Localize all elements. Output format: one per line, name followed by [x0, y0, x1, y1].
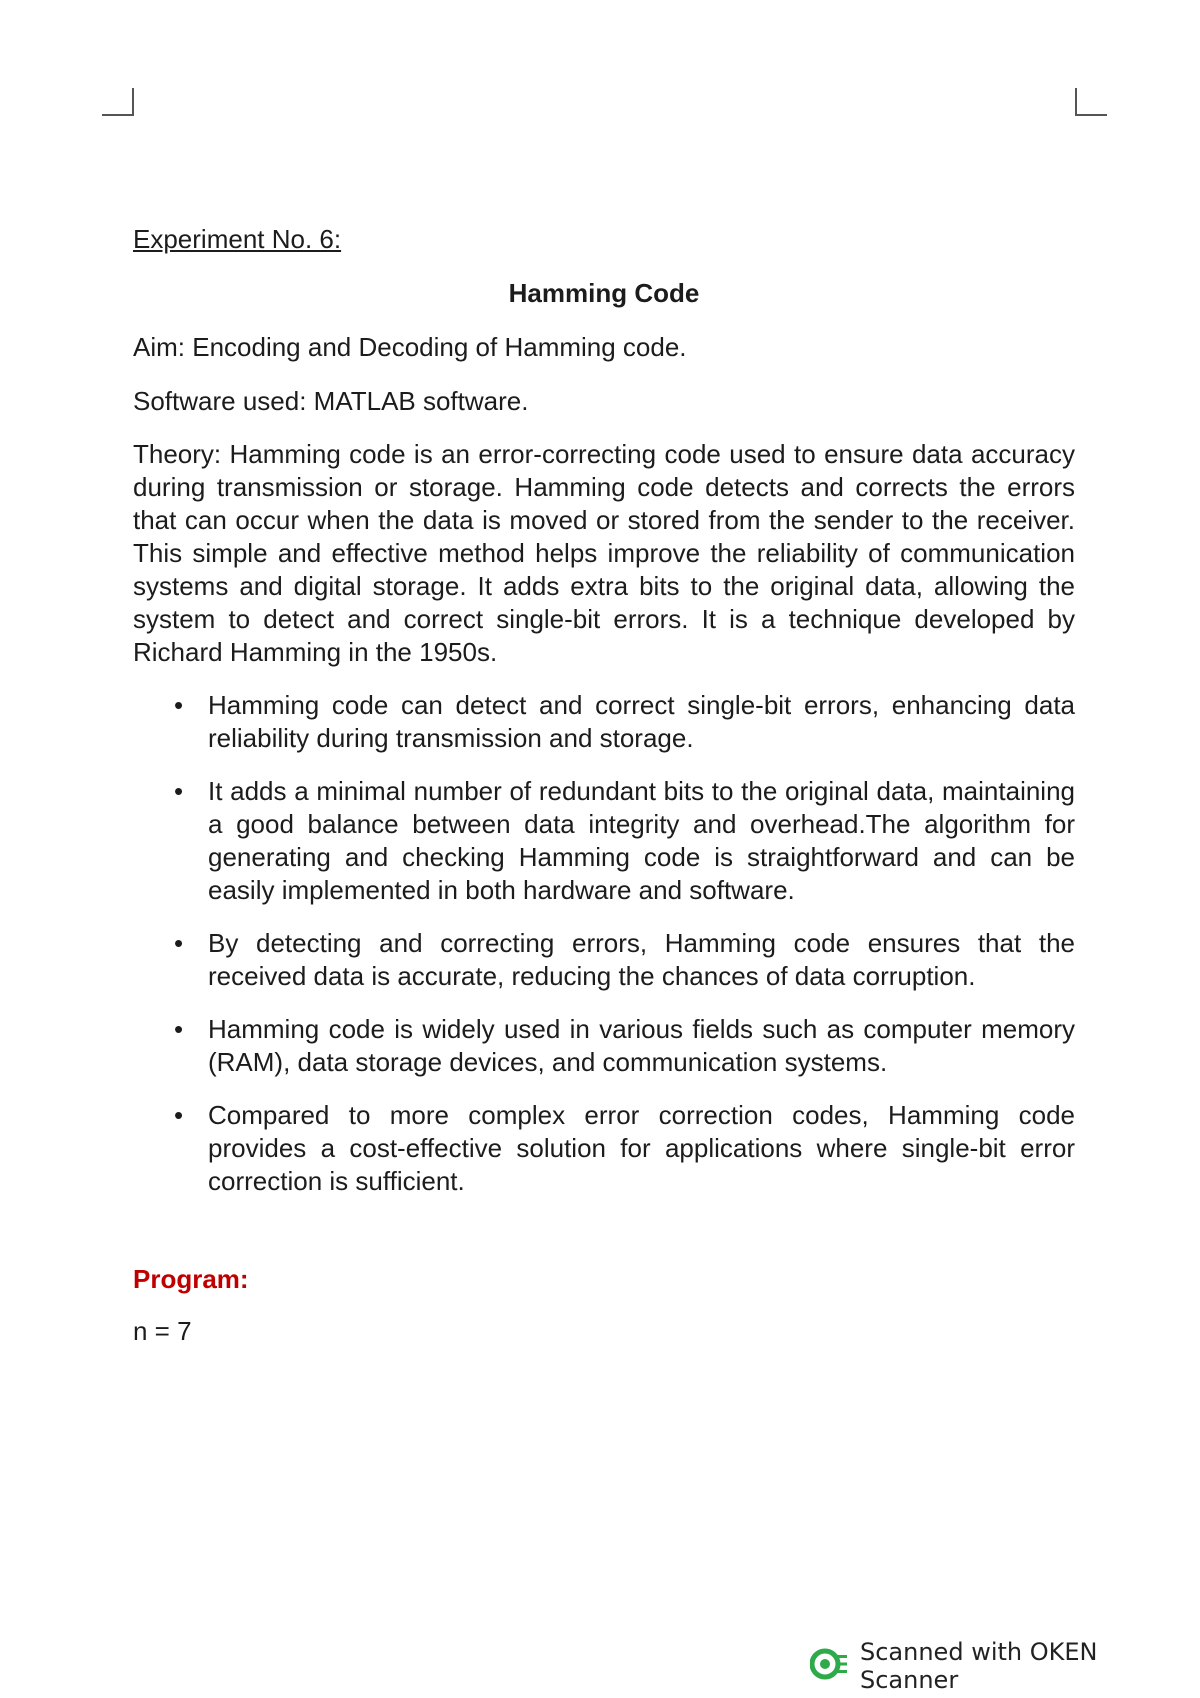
bullet-icon: •	[174, 1100, 184, 1130]
bullet-icon: •	[174, 776, 184, 806]
theory-paragraph: Theory: Hamming code is an error-correcting code used to ensure data accuracy during transmission or storage. Hamming code detects and corrects the errors that can occur when the data is moved or stored from the sender to the receiver. This simple and effective method helps improve the reliability of communication systems and digital storage. It adds extra bits to the original data, allowing the system to detect and correct single-bit errors. It is a technique developed by Richard Hamming in the 1950s.	[133, 439, 1075, 667]
list-item	[133, 1099, 1075, 1198]
software-line: Software used: MATLAB software.	[133, 386, 529, 416]
list-item-text: It adds a minimal number of redundant bits to the original data, maintaining a good balance between data integrity and overhead.The algorithm for generating and checking Hamming code is straightforward and can be easily implemented in both hardware and software.	[208, 776, 1075, 905]
crop-mark-top-left	[102, 88, 134, 116]
list-item-text: Hamming code is widely used in various fields such as computer memory (RAM), data storage devices, and communication systems.	[208, 1014, 1075, 1077]
scanner-logo-icon	[810, 1647, 848, 1686]
list-item	[133, 775, 1075, 907]
list-item	[133, 689, 1075, 755]
list-item-text: Compared to more complex error correction codes, Hamming code provides a cost-effective solution for applications where single-bit error correction is sufficient.	[208, 1100, 1075, 1196]
crop-mark-top-right	[1075, 88, 1107, 116]
page-title: Hamming Code	[508, 278, 700, 308]
bullet-list	[133, 689, 1075, 1198]
bullet-icon: •	[174, 690, 184, 720]
list-item-text: By detecting and correcting errors, Hamming code ensures that the received data is accurate, reducing the chances of data corruption.	[208, 928, 1075, 991]
experiment-number: Experiment No. 6:	[133, 224, 342, 254]
bullet-icon: •	[174, 928, 184, 958]
list-item	[133, 1013, 1075, 1079]
aim-line: Aim: Encoding and Decoding of Hamming code.	[133, 332, 687, 362]
watermark-text: Scanned with OKEN Scanner	[860, 1638, 1098, 1694]
code-line: n = 7	[133, 1316, 192, 1346]
program-heading: Program:	[133, 1264, 249, 1294]
list-item	[133, 927, 1075, 993]
bullet-icon: •	[174, 1014, 184, 1044]
scanner-watermark	[810, 1638, 1200, 1694]
document-body	[133, 222, 1075, 1348]
list-item-text: Hamming code can detect and correct single-bit errors, enhancing data reliability during transmission and storage.	[208, 690, 1075, 753]
